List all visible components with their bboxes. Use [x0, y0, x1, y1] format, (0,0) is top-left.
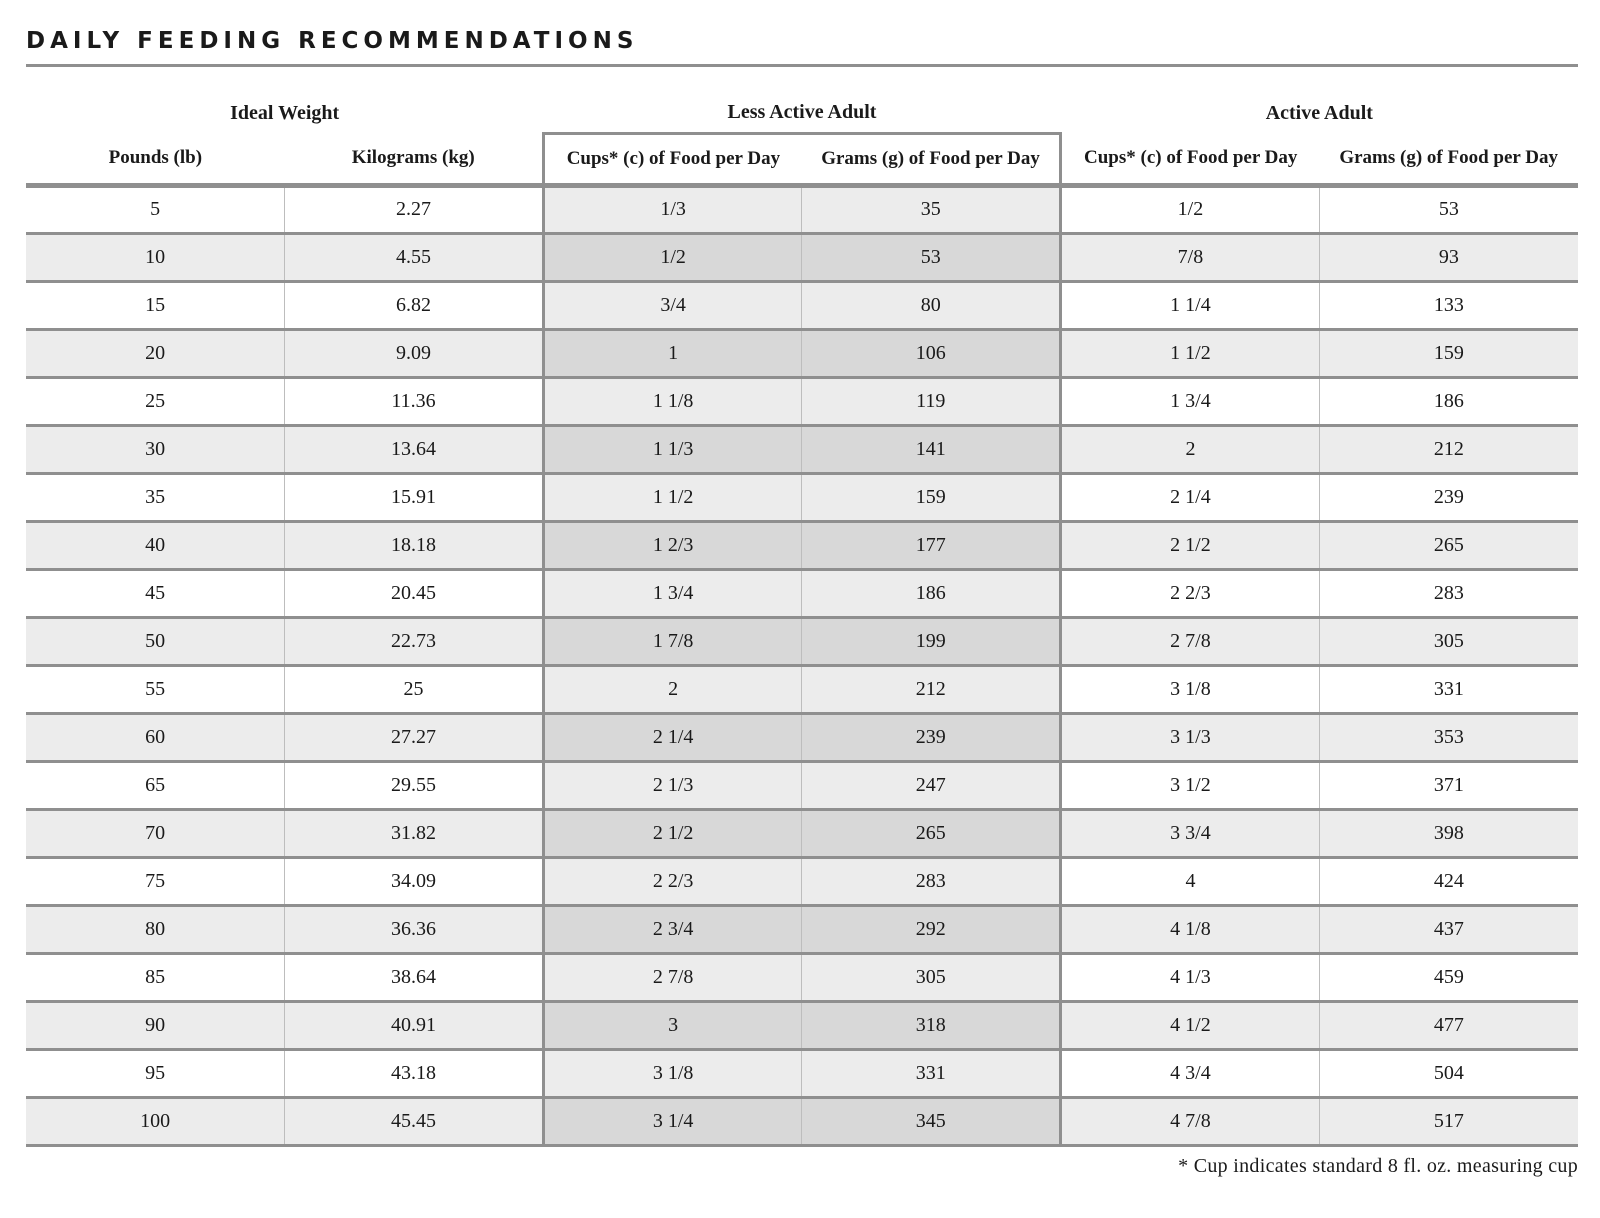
header-group-row	[26, 66, 1578, 134]
cell-pounds: 85	[26, 953, 285, 1001]
cell-kilograms: 27.27	[285, 713, 544, 761]
cell-less-active-cups: 3 1/4	[543, 1097, 802, 1145]
table-row	[26, 905, 1578, 953]
cell-less-active-grams: 331	[802, 1049, 1061, 1097]
cell-pounds: 80	[26, 905, 285, 953]
cell-pounds: 35	[26, 473, 285, 521]
cell-less-active-cups: 2	[543, 665, 802, 713]
cell-less-active-cups: 1 1/2	[543, 473, 802, 521]
cell-active-cups: 2 1/2	[1061, 521, 1320, 569]
cell-pounds: 50	[26, 617, 285, 665]
cell-active-cups: 4 7/8	[1061, 1097, 1320, 1145]
cell-active-grams: 437	[1319, 905, 1578, 953]
table-row	[26, 713, 1578, 761]
cell-kilograms: 40.91	[285, 1001, 544, 1049]
cell-less-active-cups: 1 7/8	[543, 617, 802, 665]
cell-active-grams: 371	[1319, 761, 1578, 809]
cell-kilograms: 4.55	[285, 233, 544, 281]
table-row	[26, 761, 1578, 809]
cell-less-active-cups: 2 1/3	[543, 761, 802, 809]
table-row	[26, 521, 1578, 569]
cell-kilograms: 20.45	[285, 569, 544, 617]
cell-less-active-grams: 239	[802, 713, 1061, 761]
cell-active-cups: 3 1/2	[1061, 761, 1320, 809]
cell-kilograms: 43.18	[285, 1049, 544, 1097]
group-header-active-adult: Active Adult	[1265, 102, 1373, 124]
cell-kilograms: 9.09	[285, 329, 544, 377]
cell-less-active-cups: 3	[543, 1001, 802, 1049]
cell-less-active-grams: 141	[802, 425, 1061, 473]
cell-less-active-cups: 1	[543, 329, 802, 377]
cell-active-grams: 424	[1319, 857, 1578, 905]
cell-less-active-cups: 1 3/4	[543, 569, 802, 617]
cell-active-grams: 265	[1319, 521, 1578, 569]
cell-active-cups: 4 1/2	[1061, 1001, 1320, 1049]
table-row	[26, 473, 1578, 521]
cell-less-active-cups: 2 2/3	[543, 857, 802, 905]
cell-pounds: 5	[26, 185, 285, 233]
table-row	[26, 809, 1578, 857]
cell-active-cups: 4	[1061, 857, 1320, 905]
group-header-less-active-adult: Less Active Adult	[543, 66, 1060, 134]
cell-pounds: 30	[26, 425, 285, 473]
cell-pounds: 15	[26, 281, 285, 329]
cell-less-active-grams: 159	[802, 473, 1061, 521]
cell-kilograms: 25	[285, 665, 544, 713]
cell-less-active-grams: 318	[802, 1001, 1061, 1049]
cell-active-grams: 239	[1319, 473, 1578, 521]
table-row	[26, 1049, 1578, 1097]
table-row	[26, 281, 1578, 329]
cell-less-active-cups: 1/2	[543, 233, 802, 281]
cell-pounds: 100	[26, 1097, 285, 1145]
column-header-less-active-grams: Grams (g) of Food per Day	[802, 133, 1061, 185]
cell-less-active-cups: 3 1/8	[543, 1049, 802, 1097]
cell-active-grams: 159	[1319, 329, 1578, 377]
cell-kilograms: 31.82	[285, 809, 544, 857]
column-header-active-cups: Cups* (c) of Food per Day	[1084, 146, 1298, 168]
table-row	[26, 185, 1578, 233]
cell-active-grams: 53	[1319, 185, 1578, 233]
cell-pounds: 25	[26, 377, 285, 425]
cell-active-cups: 4 1/8	[1061, 905, 1320, 953]
cell-pounds: 55	[26, 665, 285, 713]
cell-less-active-cups: 1 2/3	[543, 521, 802, 569]
table-row	[26, 1001, 1578, 1049]
cell-active-grams: 186	[1319, 377, 1578, 425]
cell-active-grams: 331	[1319, 665, 1578, 713]
table-row	[26, 665, 1578, 713]
feeding-table	[26, 64, 1578, 1147]
cell-less-active-grams: 53	[802, 233, 1061, 281]
cell-active-cups: 4 3/4	[1061, 1049, 1320, 1097]
cell-active-grams: 398	[1319, 809, 1578, 857]
cell-less-active-cups: 2 3/4	[543, 905, 802, 953]
cell-less-active-grams: 283	[802, 857, 1061, 905]
column-header-less-active-cups: Cups* (c) of Food per Day	[543, 133, 802, 185]
cell-active-grams: 283	[1319, 569, 1578, 617]
cell-pounds: 65	[26, 761, 285, 809]
cell-less-active-grams: 292	[802, 905, 1061, 953]
feeding-table-container	[26, 64, 1578, 1147]
cell-active-grams: 305	[1319, 617, 1578, 665]
cell-kilograms: 45.45	[285, 1097, 544, 1145]
cell-less-active-grams: 106	[802, 329, 1061, 377]
cell-active-cups: 2 1/4	[1061, 473, 1320, 521]
cell-less-active-grams: 265	[802, 809, 1061, 857]
cell-kilograms: 18.18	[285, 521, 544, 569]
cell-active-grams: 517	[1319, 1097, 1578, 1145]
table-row	[26, 617, 1578, 665]
cell-pounds: 90	[26, 1001, 285, 1049]
group-header-ideal-weight: Ideal Weight	[230, 102, 340, 124]
table-body	[26, 185, 1578, 1145]
cell-pounds: 95	[26, 1049, 285, 1097]
cell-less-active-cups: 2 1/4	[543, 713, 802, 761]
cell-less-active-grams: 247	[802, 761, 1061, 809]
table-row	[26, 377, 1578, 425]
cell-active-grams: 212	[1319, 425, 1578, 473]
cell-pounds: 60	[26, 713, 285, 761]
cell-less-active-cups: 1 1/3	[543, 425, 802, 473]
cell-less-active-grams: 212	[802, 665, 1061, 713]
footnote-cup-definition: * Cup indicates standard 8 fl. oz. measuring cup	[1178, 1155, 1578, 1177]
cell-active-cups: 3 1/3	[1061, 713, 1320, 761]
cell-less-active-cups: 1/3	[543, 185, 802, 233]
cell-active-grams: 477	[1319, 1001, 1578, 1049]
cell-less-active-grams: 119	[802, 377, 1061, 425]
table-row	[26, 953, 1578, 1001]
table-row	[26, 857, 1578, 905]
cell-active-grams: 504	[1319, 1049, 1578, 1097]
cell-less-active-cups: 2 7/8	[543, 953, 802, 1001]
cell-kilograms: 29.55	[285, 761, 544, 809]
column-header-kilograms: Kilograms (kg)	[351, 146, 475, 168]
cell-active-cups: 1 1/4	[1061, 281, 1320, 329]
cell-kilograms: 13.64	[285, 425, 544, 473]
cell-active-cups: 3 3/4	[1061, 809, 1320, 857]
cell-pounds: 45	[26, 569, 285, 617]
cell-pounds: 70	[26, 809, 285, 857]
cell-active-grams: 93	[1319, 233, 1578, 281]
cell-pounds: 10	[26, 233, 285, 281]
cell-kilograms: 36.36	[285, 905, 544, 953]
cell-active-cups: 4 1/3	[1061, 953, 1320, 1001]
cell-kilograms: 22.73	[285, 617, 544, 665]
cell-kilograms: 38.64	[285, 953, 544, 1001]
table-row	[26, 569, 1578, 617]
cell-less-active-grams: 80	[802, 281, 1061, 329]
cell-active-cups: 1/2	[1061, 185, 1320, 233]
page-title: DAILY FEEDING RECOMMENDATIONS	[26, 28, 639, 54]
cell-less-active-grams: 345	[802, 1097, 1061, 1145]
cell-active-cups: 2 2/3	[1061, 569, 1320, 617]
cell-active-cups: 1 3/4	[1061, 377, 1320, 425]
cell-less-active-cups: 3/4	[543, 281, 802, 329]
cell-kilograms: 15.91	[285, 473, 544, 521]
cell-active-grams: 353	[1319, 713, 1578, 761]
cell-pounds: 40	[26, 521, 285, 569]
cell-active-grams: 459	[1319, 953, 1578, 1001]
cell-active-grams: 133	[1319, 281, 1578, 329]
table-header	[26, 66, 1578, 186]
column-header-pounds: Pounds (lb)	[108, 146, 203, 168]
cell-active-cups: 7/8	[1061, 233, 1320, 281]
cell-pounds: 20	[26, 329, 285, 377]
table-row	[26, 233, 1578, 281]
cell-active-cups: 2	[1061, 425, 1320, 473]
cell-less-active-cups: 1 1/8	[543, 377, 802, 425]
cell-less-active-grams: 177	[802, 521, 1061, 569]
cell-less-active-cups: 2 1/2	[543, 809, 802, 857]
cell-kilograms: 2.27	[285, 185, 544, 233]
table-row	[26, 329, 1578, 377]
cell-less-active-grams: 186	[802, 569, 1061, 617]
column-header-active-grams: Grams (g) of Food per Day	[1339, 146, 1558, 168]
cell-kilograms: 11.36	[285, 377, 544, 425]
cell-kilograms: 34.09	[285, 857, 544, 905]
cell-active-cups: 2 7/8	[1061, 617, 1320, 665]
cell-active-cups: 1 1/2	[1061, 329, 1320, 377]
table-row	[26, 1097, 1578, 1145]
header-column-row	[26, 133, 1578, 185]
cell-kilograms: 6.82	[285, 281, 544, 329]
cell-less-active-grams: 305	[802, 953, 1061, 1001]
cell-active-cups: 3 1/8	[1061, 665, 1320, 713]
cell-less-active-grams: 35	[802, 185, 1061, 233]
table-row	[26, 425, 1578, 473]
cell-less-active-grams: 199	[802, 617, 1061, 665]
cell-pounds: 75	[26, 857, 285, 905]
